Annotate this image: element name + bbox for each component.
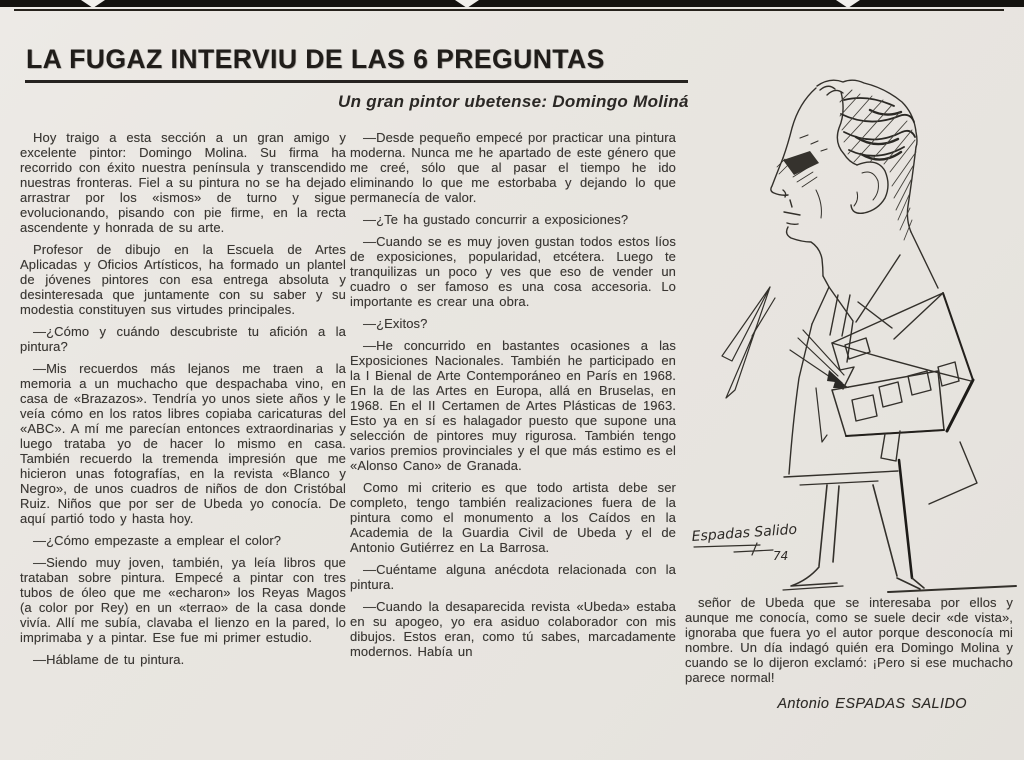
chin-jaw (787, 227, 823, 276)
caricature-drawing (680, 40, 1020, 595)
palette-slot (879, 382, 902, 407)
palette-boards (832, 293, 973, 461)
shoulder (911, 232, 938, 288)
ear (851, 162, 888, 213)
interview-question: —Háblame de tu pintura. (33, 652, 185, 667)
neck-front (823, 276, 829, 287)
author-byline: Antonio ESPADAS SALIDO (777, 696, 967, 712)
head-crown (817, 80, 917, 147)
article-title: LA FUGAZ INTERVIU DE LAS 6 PREGUNTAS (26, 44, 605, 74)
interview-answer: —Cuando la desaparecida revista «Ubeda» estaba en su apogeo, yo era asiduo colaborador con mis dibujos. Estos eran, como tú sabes, marcadamente modernos. Había un (350, 599, 676, 659)
jacket (784, 255, 977, 504)
eye-shadow (783, 151, 819, 175)
paragraph: Profesor de dibujo en la Escuela de Artes Aplicadas y Oficios Artísticos, ha formado un plantel de jóvenes pintores con esa entrega absoluta y desinteresada que juntamente con su saber y su modestia constituyen sus virtudes principales. (20, 242, 346, 317)
paragraph: Como mi criterio es que todo artista debe ser completo, tengo también realizaciones fuera de la pintura como el monumento a los Caídos en la Academia de la Guardia Civil de Ubeda y el de Antonio Gutiérrez en La Barrosa. (350, 480, 676, 555)
mouth (784, 200, 800, 224)
brushes-and-arrows (722, 287, 849, 442)
interview-question: —¿Exitos? (363, 316, 428, 331)
artist-signature-name: Espadas Salido (691, 521, 798, 545)
nape (907, 147, 916, 232)
hairline (837, 92, 857, 165)
scan-tear-notch (836, 0, 860, 8)
interview-question: —¿Te ha gustado concurrir a exposiciones? (363, 212, 629, 227)
hair-curl (820, 86, 843, 95)
scan-top-rule (14, 9, 1004, 11)
interview-answer: —He concurrido en bastantes ocasiones a las Exposiciones Nacionales. También he participado en la I Bienal de Arte Contemporáneo en París en 1968. En la de las Artes en Europa, allá en Bruselas, en 1968. En el II Certamen de Artes Plásticas de 1963. Esto ya en sí es halagador puesto que supone una selección de pintores muy rigurosa. También tengo varios premios provinciales y el que más estimo es el «Alonso Cano» de Granada. (350, 338, 676, 473)
interview-answer: —Mis recuerdos más lejanos me traen a la memoria a un muchacho que despachaba vino, en casa de «Brazazos». Tendría yo unos siete años y le veía cómo en los ratos libres copiaba caricaturas del «ABC». A mí me parecían entonces extraordinarias y luego trataba yo de hacer lo mismo en casa. También recuerdo la tremenda impresión que me hicieron unas fotografías, en la revista «Blanco y Negro», de unos cuadros de niños de don Cristóbal Ruiz. Niños que por ser de Ubeda yo conocía. De aquí partió todo y hasta hoy. (20, 361, 346, 526)
interview-answer: —Siendo muy joven, también, ya leía libros que trataban sobre pintura. Empecé a pintar con tres tubos de óleo que me «echaron» los Reyas Magos (a color por Rey) en un «terrao» de la casa donde vivía. Allí me subía, clavaba el lienzo en la pared, lo imprimaba y a pintar. Ese fue mi primer estudio. (20, 555, 346, 645)
title-underline (25, 80, 688, 83)
article-column-1 (20, 130, 346, 667)
scan-tear-notch (81, 0, 105, 8)
interview-answer: —Desde pequeño empecé por practicar una pintura moderna. Nunca me he apartado de este género que me creé, sólo que al pasar el tiempo he ido eliminando lo que me estorbaba y dejando lo que permanecía de valor. (350, 130, 676, 205)
artist-signature-year: 74 (773, 549, 789, 563)
ear-inner (854, 172, 878, 206)
cheek-crease (816, 190, 821, 218)
interview-answer: —Cuando se es muy joven gustan todos estos líos de exposiciones, popularidad, etcétera. Luego te tranquilizas un poco y ves que eso de vender un cuadro o ser famoso es una cosa accesoria. Lo importante es crear una obra. (350, 234, 676, 309)
article-subtitle: Un gran pintor ubetense: Domingo Moliná (338, 92, 689, 111)
brow-dashes (800, 135, 827, 151)
forehead (783, 88, 816, 158)
interview-question: —Cuéntame alguna anécdota relacionada con la pintura. (350, 562, 676, 592)
nose (771, 158, 788, 197)
signature-strokes (694, 543, 773, 555)
paragraph: señor de Ubeda que se interesaba por ellos y aunque me conocía, como se suele decir «de vista», ignoraba que fuera yo el autor porque desconocía mi nombre. Un día indagó quién era Domingo Molina y cuando se lo dijeron exclamó: ¡Pero si ese muchacho parece normal! (685, 595, 1013, 685)
legs-and-feet (783, 460, 1016, 592)
scan-tear-notch (455, 0, 479, 8)
article-column-2 (350, 130, 676, 659)
palette-slot (852, 395, 877, 421)
interview-question: —¿Cómo empezaste a emplear el color? (33, 533, 282, 548)
scan-top-edge (0, 0, 1024, 7)
interview-question: —¿Cómo y cuándo descubriste tu afición a la pintura? (20, 324, 346, 354)
hair-locks (841, 98, 915, 160)
paragraph: Hoy traigo a esta sección a un gran amigo y excelente pintor: Domingo Molina. Su firma ha recorrido con éxito nuestra península y transcendido nuestras fronteras. Fiel a su pintura no se ha dejado arrastrar por los «ismos» de turno y sigue evolucionando, pisando con pie firme, en la recta ascendente y honrada de su arte. (20, 130, 346, 235)
article-column-3 (685, 595, 1013, 712)
